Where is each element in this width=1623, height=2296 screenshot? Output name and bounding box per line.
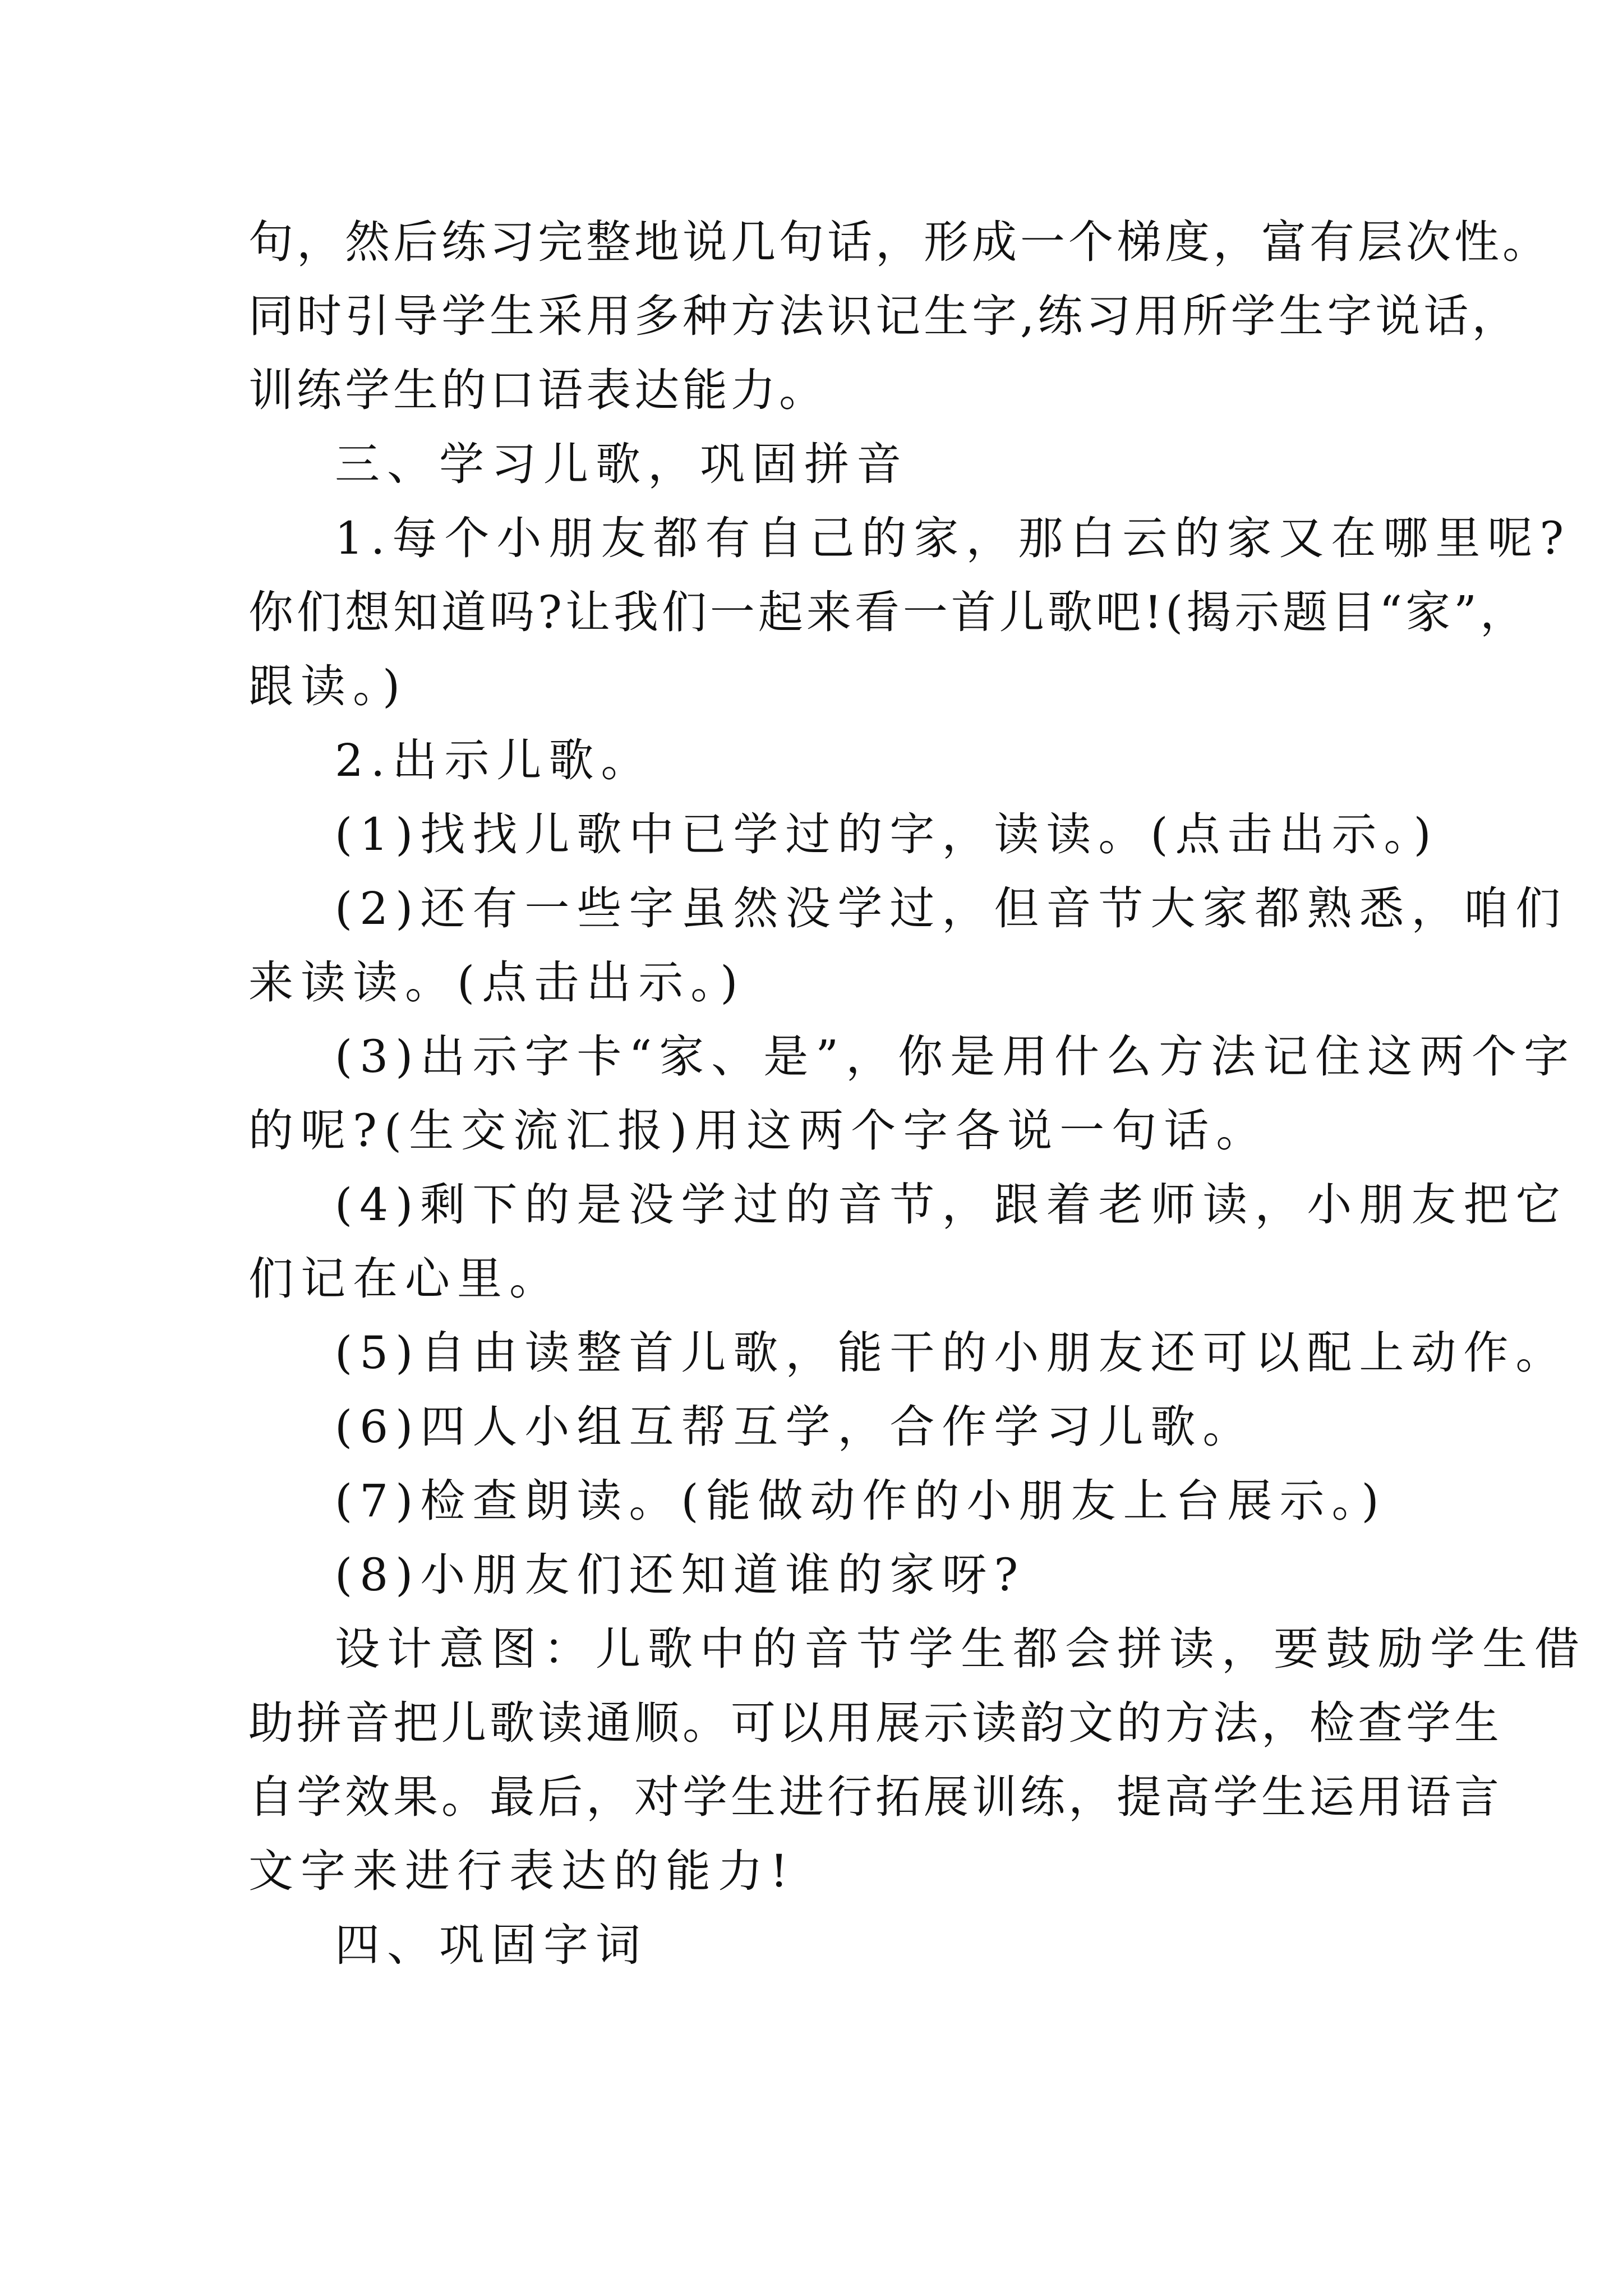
text-line: (8)小朋友们还知道谁的家呀? — [335, 1549, 1026, 1601]
text-line: 训练学生的口语表达能力。 — [248, 364, 827, 416]
text-line: 句，然后练习完整地说几句话，形成一个梯度，富有层次性。 — [248, 216, 1551, 268]
section-heading: 四、巩固字词 — [335, 1919, 648, 1971]
text-line: 们记在心里。 — [248, 1253, 561, 1305]
text-line: (1)找找儿歌中已学过的字，读读。(点击出示。) — [335, 808, 1438, 861]
text-line: 同时引导学生采用多种方法识记生字,练习用所学生字说话， — [248, 290, 1520, 342]
text-line: (4)剩下的是没学过的音节，跟着老师读，小朋友把它 — [335, 1179, 1568, 1231]
text-line: (6)四人小组互帮互学，合作学习儿歌。 — [335, 1401, 1255, 1453]
text-line: 来读读。(点击出示。) — [248, 956, 745, 1009]
section-heading: 三、学习儿歌，巩固拼音 — [335, 438, 909, 490]
text-line: 跟读。) — [248, 660, 408, 712]
text-line: 自学效果。最后，对学生进行拓展训练，提高学生运用语言 — [248, 1771, 1502, 1823]
text-line: 1.每个小朋友都有自己的家，那白云的家又在哪里呢? — [335, 512, 1571, 564]
text-line: (7)检查朗读。(能做动作的小朋友上台展示。) — [335, 1475, 1386, 1527]
text-line: 文字来进行表达的能力! — [248, 1845, 796, 1897]
text-line: (2)还有一些字虽然没学过，但音节大家都熟悉，咱们 — [335, 882, 1568, 935]
text-line: 2.出示儿歌。 — [335, 734, 653, 786]
text-line: 助拼音把儿歌读通顺。可以用展示读韵文的方法，检查学生 — [248, 1697, 1502, 1749]
text-line: (3)出示字卡“家、是”，你是用什么方法记住这两个字 — [335, 1030, 1576, 1083]
text-line: 你们想知道吗?让我们一起来看一首儿歌吧!(揭示题目“家”， — [248, 586, 1529, 638]
text-line: (5)自由读整首儿歌，能干的小朋友还可以配上动作。 — [335, 1327, 1568, 1379]
text-line: 设计意图：儿歌中的音节学生都会拼读，要鼓励学生借 — [335, 1623, 1587, 1675]
text-line: 的呢?(生交流汇报)用这两个字各说一句话。 — [248, 1105, 1269, 1157]
